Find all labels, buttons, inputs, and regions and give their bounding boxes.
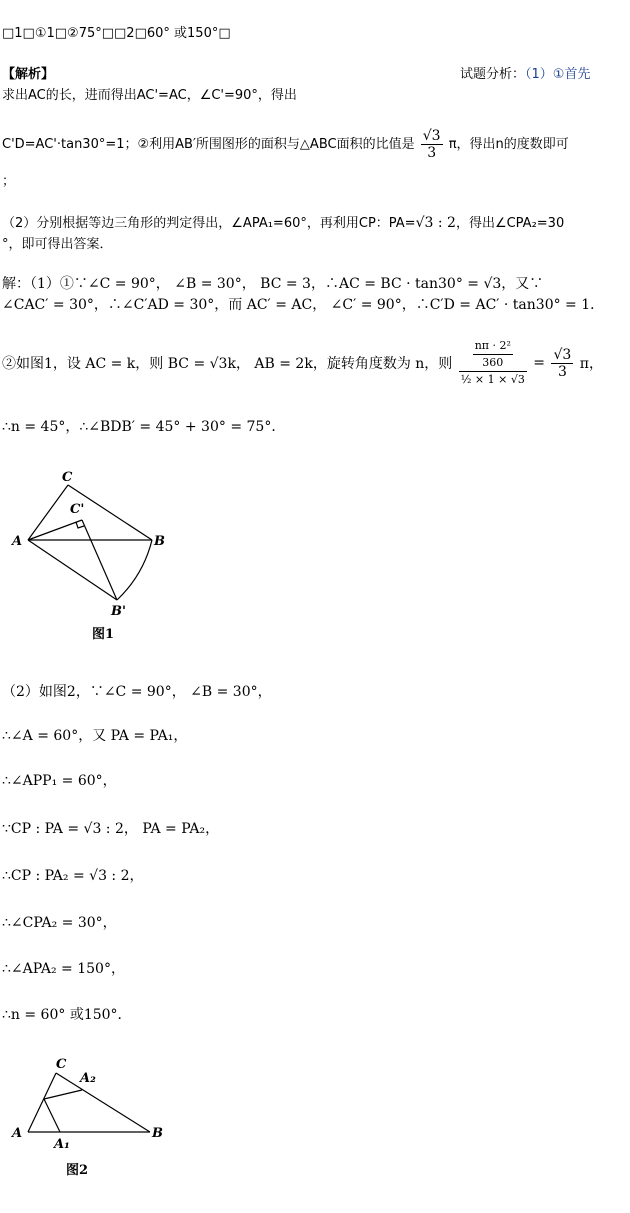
- analysis-line-4c: ，得出∠CPA₂=30: [455, 216, 565, 231]
- analysis-line-2: [2, 128, 569, 161]
- ratio-fraction-den: 3: [427, 145, 437, 161]
- fig1-arc: [117, 540, 152, 600]
- ratio-fraction: [421, 128, 443, 161]
- solution-line-4: ∴n = 45°，∴∠BDB′ = 45° + 30° = 75°．: [2, 419, 286, 435]
- part2-line-6: ∴∠CPA₂ = 30°，: [2, 915, 117, 931]
- sector-area-num: nπ · 2²: [473, 338, 513, 355]
- solution-line-2: ∠CAC′ = 30°，∴∠C′AD = 30°，而 AC′ = AC， ∠C′ = 90°，∴C′D = AC′ · tan30° = 1．: [2, 297, 605, 313]
- sector-ratio-num: [459, 338, 527, 372]
- fig1-label-C: C: [62, 470, 73, 485]
- fig1-line-AC: [28, 485, 68, 540]
- analysis-line-2a: C'D=AC'·tan30°=1；②利用AB′所围图形的面积与△ABC面积的比值是: [2, 137, 415, 152]
- sector-area-fraction: [473, 338, 513, 371]
- ratio-rhs-fraction: [551, 347, 573, 380]
- part2-line-3: ∴∠APP₁ = 60°，: [2, 773, 117, 789]
- part2-line-7: ∴∠APA₂ = 150°，: [2, 961, 125, 977]
- fig1-label-Cprime: C': [70, 502, 85, 517]
- fig1-caption: 图1: [92, 627, 115, 642]
- ratio-rhs-num: √3: [553, 346, 572, 363]
- solution-line-3a: ②如图1，设 AC = k，则 BC = √3k， AB = 2k，旋转角度数为 n，则: [2, 356, 453, 372]
- fig2-line-P-A2: [44, 1090, 82, 1099]
- analysis-header: 【解析】: [2, 67, 55, 82]
- sector-ratio-den: ½ × 1 × √3: [460, 373, 525, 386]
- fig2-line-AC: [28, 1073, 56, 1132]
- fig2-line-CB: [56, 1073, 150, 1132]
- analysis-line-4b: √3 : 2: [415, 215, 456, 231]
- analysis-start: （1）①首先: [525, 67, 591, 82]
- solution-line-1: 解：（1）①∵∠C = 90°， ∠B = 30°， BC = 3，∴AC = BC · tan30° = √3，又∵: [2, 276, 544, 292]
- part2-line-1: （2）如图2，∵∠C = 90°， ∠B = 30°，: [2, 684, 272, 700]
- figure-1: [0, 460, 200, 650]
- fig2-label-A: A: [12, 1126, 23, 1141]
- sector-area-den: 360: [482, 356, 504, 369]
- fig2-line-P-A1: [44, 1099, 60, 1132]
- equals-sign: =: [533, 355, 546, 371]
- fig2-label-C: C: [56, 1057, 67, 1072]
- answer-line: □1□①1□②75°□□2□60° 或150°□: [2, 26, 231, 41]
- fig1-label-A: A: [12, 534, 23, 549]
- analysis-label-text: 试题分析：: [460, 67, 526, 82]
- fig1-label-Bprime: B': [111, 604, 126, 619]
- part2-line-4: ∵CP : PA = √3 : 2， PA = PA₂，: [2, 821, 220, 837]
- fig2-label-A1: A₁: [54, 1137, 70, 1152]
- analysis-label: [460, 63, 590, 82]
- fig1-label-B: B: [154, 534, 165, 549]
- analysis-line-4: [2, 212, 564, 231]
- solution-line-3b: π，: [579, 356, 603, 372]
- part2-line-2: ∴∠A = 60°，又 PA = PA₁，: [2, 728, 188, 744]
- sector-ratio-fraction: [459, 338, 527, 388]
- fig2-label-B: B: [152, 1126, 163, 1141]
- fig2-caption: 图2: [66, 1163, 89, 1178]
- analysis-line-4a: （2）分别根据等边三角形的判定得出，∠APA₁=60°，再利用CP：PA=: [2, 216, 416, 231]
- ratio-fraction-num: √3: [422, 128, 441, 144]
- part2-line-8: ∴n = 60° 或150°．: [2, 1007, 132, 1023]
- part2-line-5: ∴CP : PA₂ = √3 : 2，: [2, 868, 144, 884]
- figure-2: [0, 1050, 200, 1190]
- solution-line-3: [2, 338, 603, 388]
- analysis-line-1: 求出AC的长，进而得出AC'=AC，∠C'=90°，得出: [2, 88, 297, 103]
- analysis-line-5: °，即可得出答案．: [2, 237, 113, 252]
- analysis-line-3: ；: [2, 174, 16, 189]
- fig1-line-AC-prime: [28, 520, 82, 540]
- analysis-line-2b: π，得出n的度数即可: [448, 137, 569, 152]
- ratio-rhs-den: 3: [557, 363, 567, 380]
- fig2-label-A2: A₂: [80, 1071, 96, 1086]
